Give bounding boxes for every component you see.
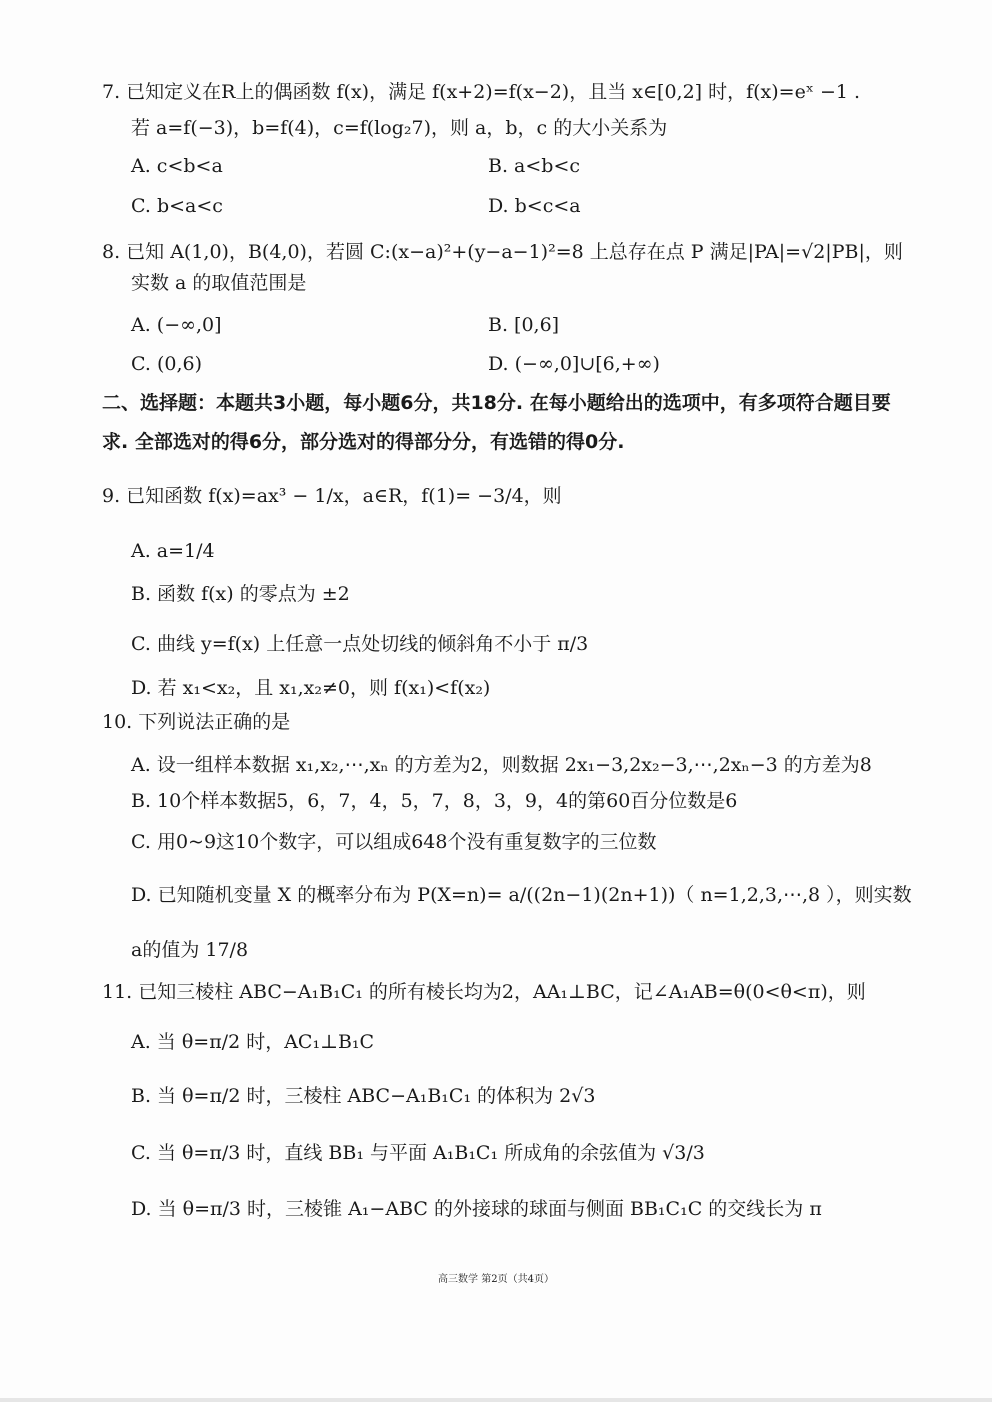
scan-edge-divider bbox=[0, 1398, 992, 1402]
q11-option-b: B. 当 θ=π/2 时，三棱柱 ABC−A₁B₁C₁ 的体积为 2√3 bbox=[131, 1085, 596, 1107]
q7-option-a: A. c<b<a bbox=[131, 155, 223, 177]
q8-option-d: D. (−∞,0]∪[6,+∞) bbox=[488, 353, 660, 375]
q7-option-d: D. b<c<a bbox=[488, 195, 581, 217]
q9-option-c: C. 曲线 y=f(x) 上任意一点处切线的倾斜角不小于 π/3 bbox=[131, 633, 589, 655]
q7-option-c: C. b<a<c bbox=[131, 195, 223, 217]
q8-stem-line1: 8. 已知 A(1,0)，B(4,0)，若圆 C:(x−a)²+(y−a−1)²=8 上总存在点 P 满足|PA|=√2|PB|，则 bbox=[102, 241, 903, 263]
q7-stem-line2: 若 a=f(−3)，b=f(4)，c=f(log₂7)，则 a，b，c 的大小关系为 bbox=[131, 117, 668, 139]
q9-stem: 9. 已知函数 f(x)=ax³ − 1/x，a∈R，f(1)= −3/4，则 bbox=[102, 485, 562, 507]
section2-heading-line1: 二、选择题：本题共3小题，每小题6分，共18分. 在每小题给出的选项中，有多项符合题目要 bbox=[102, 392, 891, 414]
q10-option-d-line2: a的值为 17/8 bbox=[131, 939, 249, 961]
q11-option-a: A. 当 θ=π/2 时，AC₁⊥B₁C bbox=[131, 1031, 375, 1053]
q9-option-b: B. 函数 f(x) 的零点为 ±2 bbox=[131, 583, 350, 605]
q8-stem-line2: 实数 a 的取值范围是 bbox=[131, 272, 307, 294]
q10-option-d-line1: D. 已知随机变量 X 的概率分布为 P(X=n)= a/((2n−1)(2n+1))（ n=1,2,3,⋯,8 ），则实数 bbox=[131, 884, 912, 906]
q10-option-c: C. 用0~9这10个数字，可以组成648个没有重复数字的三位数 bbox=[131, 831, 657, 853]
page-footer: 高三数学 第2页（共4页） bbox=[438, 1274, 554, 1285]
section2-heading-line2: 求. 全部选对的得6分，部分选对的得部分分，有选错的得0分. bbox=[102, 431, 625, 453]
q9-option-d: D. 若 x₁<x₂，且 x₁,x₂≠0，则 f(x₁)<f(x₂) bbox=[131, 677, 491, 699]
q11-option-d: D. 当 θ=π/3 时，三棱锥 A₁−ABC 的外接球的球面与侧面 BB₁C₁C 的交线长为 π bbox=[131, 1198, 822, 1220]
q8-option-c: C. (0,6) bbox=[131, 353, 202, 375]
q8-option-a: A. (−∞,0] bbox=[131, 314, 222, 336]
q10-option-a: A. 设一组样本数据 x₁,x₂,⋯,xₙ 的方差为2，则数据 2x₁−3,2x₂−3,⋯,2xₙ−3 的方差为8 bbox=[131, 754, 872, 776]
q11-stem: 11. 已知三棱柱 ABC−A₁B₁C₁ 的所有棱长均为2，AA₁⊥BC，记∠A₁AB=θ(0<θ<π)，则 bbox=[102, 981, 866, 1003]
q7-stem-line1: 7. 已知定义在R上的偶函数 f(x)，满足 f(x+2)=f(x−2)，且当 x∈[0,2] 时，f(x)=eˣ −1 . bbox=[102, 81, 861, 103]
q10-option-b: B. 10个样本数据5，6，7，4，5，7，8，3，9，4的第60百分位数是6 bbox=[131, 790, 738, 812]
q8-option-b: B. [0,6] bbox=[488, 314, 560, 336]
q9-option-a: A. a=1/4 bbox=[131, 540, 215, 562]
q11-option-c: C. 当 θ=π/3 时，直线 BB₁ 与平面 A₁B₁C₁ 所成角的余弦值为 √3/3 bbox=[131, 1142, 705, 1164]
q10-stem: 10. 下列说法正确的是 bbox=[102, 711, 291, 733]
q7-option-b: B. a<b<c bbox=[488, 155, 581, 177]
